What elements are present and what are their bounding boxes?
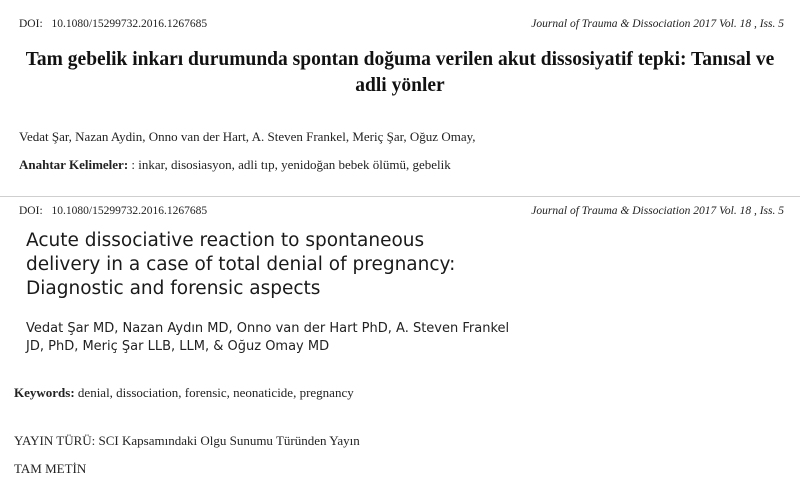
journal-citation-tr: Journal of Trauma & Dissociation 2017 Vol. 18 , Iss. 5 bbox=[531, 18, 784, 30]
authors-tr: Vedat Şar, Nazan Aydin, Onno van der Hart, A. Steven Frankel, Meriç Şar, Oğuz Omay, bbox=[19, 129, 476, 144]
doi-label: DOI: bbox=[19, 18, 43, 30]
title-en-line3: Diagnostic and forensic aspects bbox=[26, 278, 321, 299]
doi-link[interactable]: 10.1080/15299732.2016.1267685 bbox=[51, 205, 208, 217]
authors-en bbox=[26, 320, 546, 356]
authors-en-line2: JD, PhD, Meriç Şar LLB, LLM, & Oğuz Omay MD bbox=[26, 339, 330, 354]
authors-en-line1: Vedat Şar MD, Nazan Aydın MD, Onno van der Hart PhD, A. Steven Frankel bbox=[26, 321, 510, 336]
keywords-tr bbox=[19, 157, 451, 173]
keywords-values-tr: : inkar, disosiasyon, adli tıp, yenidoğan bebek ölümü, gebelik bbox=[128, 157, 451, 172]
title-tr-line1: Tam gebelik inkarı durumunda spontan doğuma verilen akut dissosiyatif tepki: Tanısal ve bbox=[25, 49, 775, 70]
title-en-line2: delivery in a case of total denial of pregnancy: bbox=[26, 254, 456, 275]
keywords-values-en: denial, dissociation, forensic, neonaticide, pregnancy bbox=[74, 385, 354, 400]
title-en-line1: Acute dissociative reaction to spontaneous bbox=[26, 230, 425, 251]
journal-citation-en: Journal of Trauma & Dissociation 2017 Vol. 18 , Iss. 5 bbox=[531, 205, 784, 217]
section-divider bbox=[0, 196, 800, 197]
title-en bbox=[26, 229, 546, 301]
doi-line-tr bbox=[19, 18, 207, 30]
title-tr-line2: adli yönler bbox=[355, 75, 445, 96]
full-text-link[interactable]: TAM METİN bbox=[14, 461, 87, 476]
publication-type: YAYIN TÜRÜ: SCI Kapsamındaki Olgu Sunumu Türünden Yayın bbox=[14, 433, 360, 448]
keywords-label-en: Keywords: bbox=[14, 385, 75, 400]
doi-label: DOI: bbox=[19, 205, 43, 217]
doi-link[interactable]: 10.1080/15299732.2016.1267685 bbox=[51, 18, 208, 30]
keywords-en bbox=[14, 385, 354, 401]
title-tr bbox=[0, 47, 800, 99]
doi-line-en bbox=[19, 205, 207, 217]
keywords-label-tr: Anahtar Kelimeler: bbox=[19, 157, 129, 172]
